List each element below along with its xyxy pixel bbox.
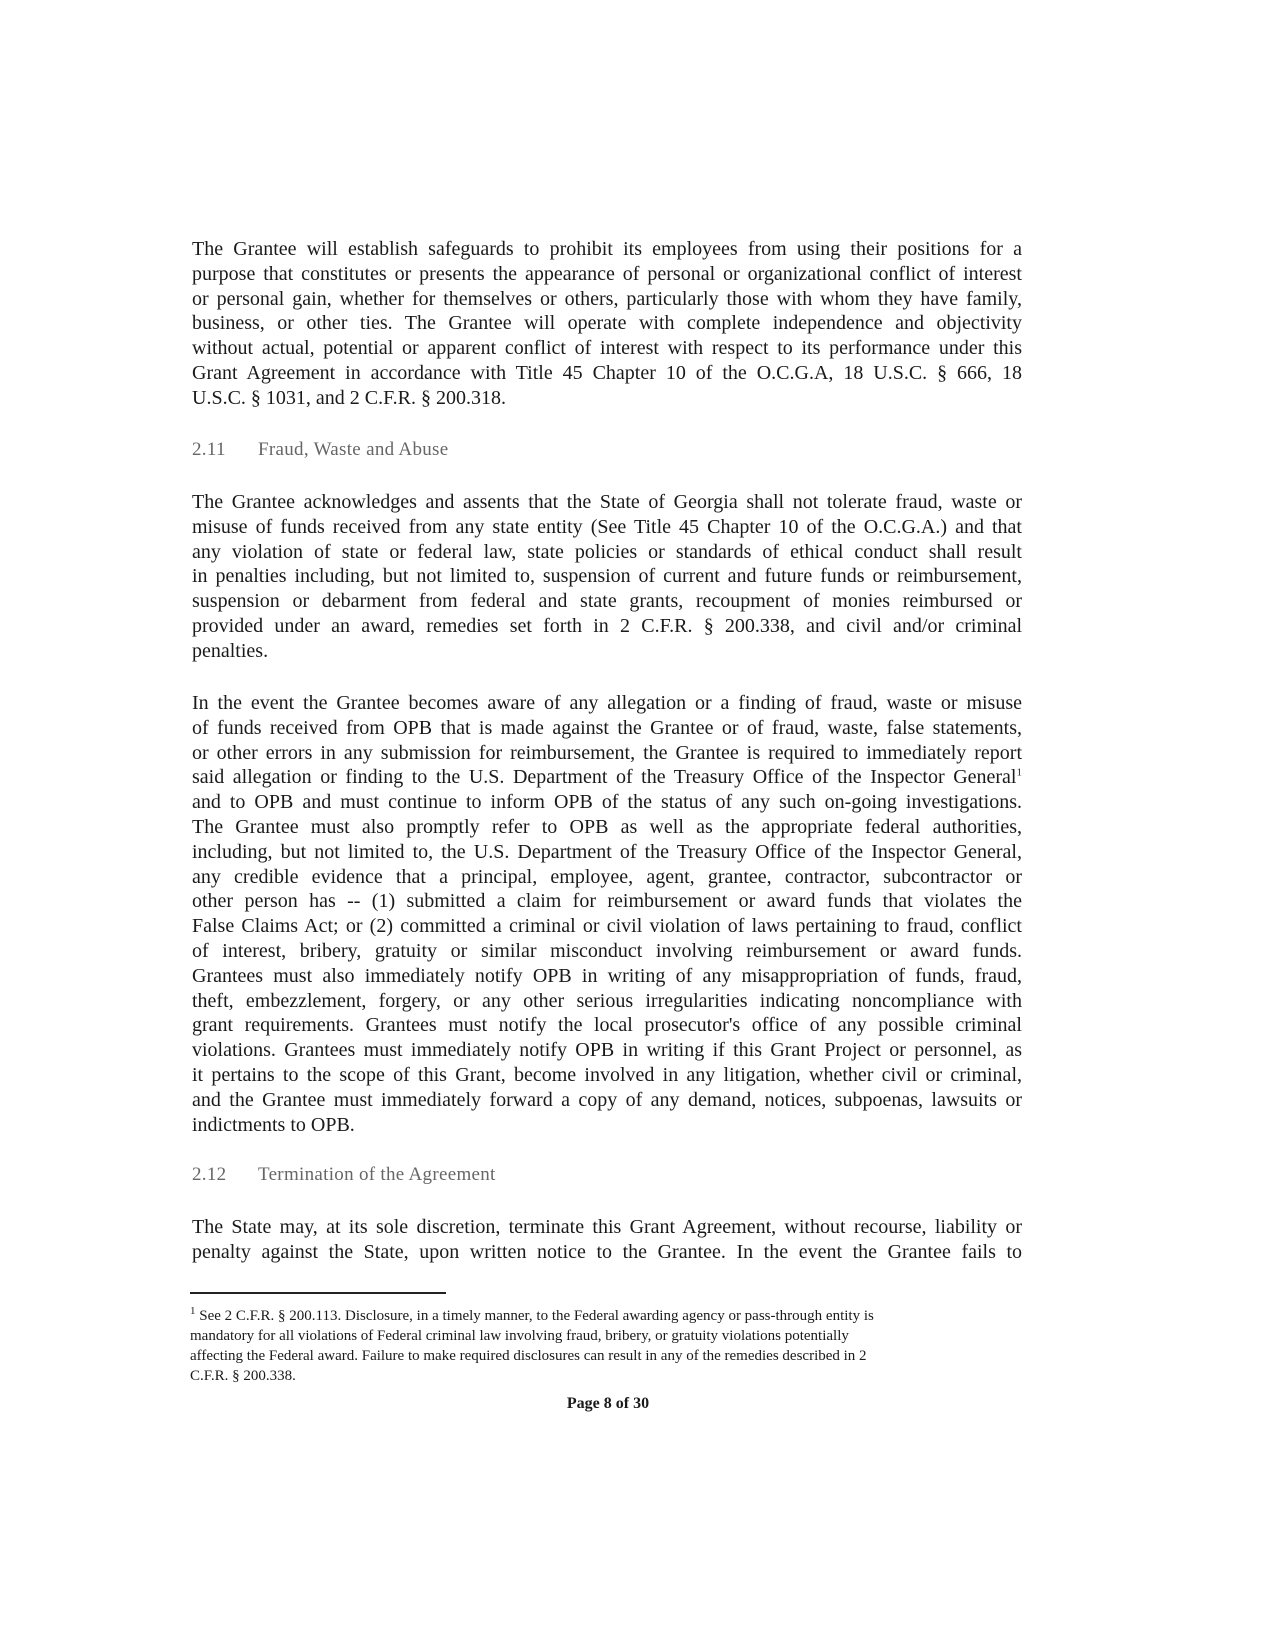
footnote-text: mandatory for all violations of Federal criminal law involving fraud, bribery, or gratuity violations potentially bbox=[190, 1328, 849, 1344]
footnote-line bbox=[190, 1366, 1010, 1386]
section-heading-2-12 bbox=[192, 1164, 496, 1186]
text-line: of funds received from OPB that is made against the Grantee or of fraud, waste, false statements, bbox=[192, 716, 1022, 739]
text-line: or personal gain, whether for themselves or others, particularly those with whom they have family, bbox=[192, 287, 1022, 310]
text-line: Grantees must also immediately notify OPB in writing of any misappropriation of funds, fraud, bbox=[192, 964, 1022, 987]
text-line: provided under an award, remedies set forth in 2 C.F.R. § 200.338, and civil and/or criminal bbox=[192, 614, 1022, 637]
text-line: it pertains to the scope of this Grant, become involved in any litigation, whether civil or criminal, bbox=[192, 1063, 1022, 1086]
text-line: The Grantee must also promptly refer to OPB as well as the appropriate federal authorities, bbox=[192, 815, 1022, 838]
text-line: in penalties including, but not limited to, suspension of current and future funds or reimbursement, bbox=[192, 565, 1022, 588]
footnote-marker: 1 bbox=[190, 1305, 196, 1317]
text-line: penalty against the State, upon written notice to the Grantee. In the event the Grantee fails to bbox=[192, 1240, 1022, 1263]
text-line: violations. Grantees must immediately notify OPB in writing if this Grant Project or personnel, as bbox=[192, 1039, 1022, 1062]
text-line: said allegation or finding to the U.S. Department of the Treasury Office of the Inspector General$^1$ bbox=[192, 766, 1022, 789]
text-line: False Claims Act; or (2) committed a criminal or civil violation of laws pertaining to fraud, conflict bbox=[192, 915, 1022, 938]
text-line: business, or other ties. The Grantee will operate with complete independence and objectivity bbox=[192, 312, 1022, 335]
text-line: grant requirements. Grantees must notify the local prosecutor's office of any possible criminal bbox=[192, 1014, 1022, 1037]
footnote bbox=[190, 1306, 1010, 1386]
text-line: purpose that constitutes or presents the appearance of personal or organizational conflict of interest bbox=[192, 262, 1022, 285]
paragraph-reporting-obligations bbox=[192, 691, 1022, 1137]
text-line: Grant Agreement in accordance with Title 45 Chapter 10 of the O.C.G.A, 18 U.S.C. § 666, 18 bbox=[192, 361, 1022, 384]
text-line: The Grantee acknowledges and assents that the State of Georgia shall not tolerate fraud, waste or bbox=[192, 491, 1022, 513]
section-title: Termination of the Agreement bbox=[258, 1164, 496, 1185]
text-line: without actual, potential or apparent conflict of interest with respect to its performance under this bbox=[192, 337, 1022, 360]
text-line: In the event the Grantee becomes aware of any allegation or a finding of fraud, waste or misuse bbox=[192, 692, 1022, 714]
footnote-text: affecting the Federal award. Failure to make required disclosures can result in any of the remedies described in 2 bbox=[190, 1348, 867, 1364]
text-line: suspension or debarment from federal and state grants, recoupment of monies reimbursed or bbox=[192, 590, 1022, 613]
text-line: U.S.C. § 1031, and 2 C.F.R. § 200.318. bbox=[192, 386, 506, 409]
section-number: 2.11 bbox=[192, 439, 226, 460]
text-line: and to OPB and must continue to inform OPB of the status of any such on-going investigations. bbox=[192, 791, 1022, 814]
footnote-line bbox=[190, 1306, 1010, 1326]
text-line: The State may, at its sole discretion, terminate this Grant Agreement, without recourse, liability or bbox=[192, 1216, 1022, 1238]
text-line: of interest, bribery, gratuity or similar misconduct involving reimbursement or award funds. bbox=[192, 939, 1022, 962]
text-line: and the Grantee must immediately forward a copy of any demand, notices, subpoenas, lawsuits or bbox=[192, 1088, 1022, 1111]
text-line: misuse of funds received from any state entity (See Title 45 Chapter 10 of the O.C.G.A.) and that bbox=[192, 515, 1022, 538]
text-line: any credible evidence that a principal, employee, agent, grantee, contractor, subcontractor or bbox=[192, 865, 1022, 888]
paragraph-conflict-of-interest bbox=[192, 237, 1022, 411]
text-line: The Grantee will establish safeguards to prohibit its employees from using their positions for a bbox=[192, 238, 1022, 260]
footnote-line bbox=[190, 1326, 1010, 1346]
footnote-line bbox=[190, 1346, 1010, 1366]
page-number: Page 8 of 30 bbox=[566, 1395, 650, 1412]
footnote-reference[interactable]: 1 bbox=[1016, 766, 1022, 779]
text-line: indictments to OPB. bbox=[192, 1113, 355, 1136]
text-line: including, but not limited to, the U.S. Department of the Treasury Office of the Inspector General, bbox=[192, 840, 1022, 863]
footnote-text: See 2 C.F.R. § 200.113. Disclosure, in a timely manner, to the Federal awarding agency or pass-through entity is bbox=[199, 1308, 874, 1324]
section-number: 2.12 bbox=[192, 1164, 227, 1185]
text-line: or other errors in any submission for reimbursement, the Grantee is required to immediately report bbox=[192, 741, 1022, 764]
paragraph-termination bbox=[192, 1215, 1022, 1265]
footnote-text: C.F.R. § 200.338. bbox=[190, 1368, 296, 1384]
text-line: theft, embezzlement, forgery, or any other serious irregularities indicating noncompliance with bbox=[192, 989, 1022, 1012]
text-line: any violation of state or federal law, state policies or standards of ethical conduct shall result bbox=[192, 540, 1022, 563]
text-line: penalties. bbox=[192, 639, 269, 662]
text-line: other person has -- (1) submitted a claim for reimbursement or award funds that violates the bbox=[192, 890, 1022, 913]
paragraph-fraud-acknowledgement bbox=[192, 490, 1022, 664]
section-title: Fraud, Waste and Abuse bbox=[258, 439, 449, 460]
footnote-separator bbox=[190, 1292, 446, 1294]
section-heading-2-11 bbox=[192, 439, 448, 461]
